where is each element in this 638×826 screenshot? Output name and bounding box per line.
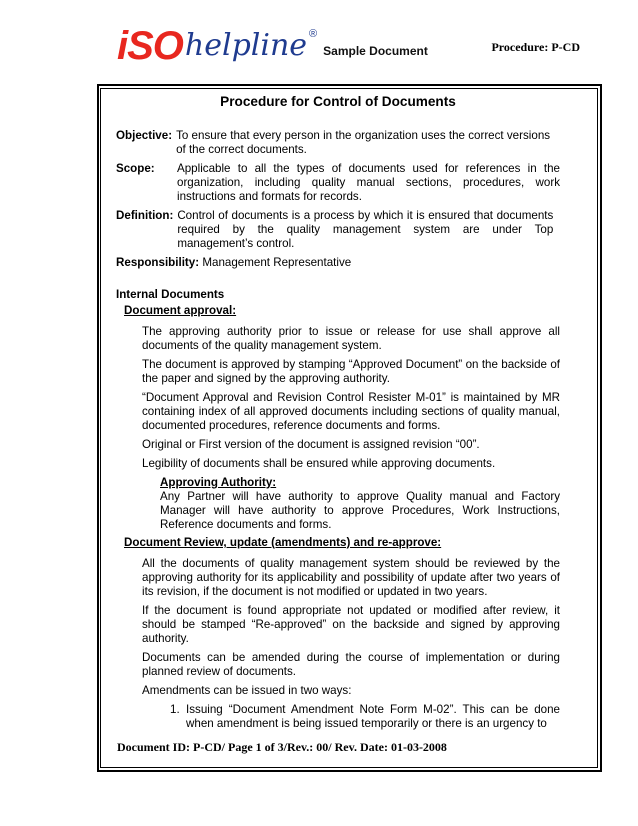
scope-text: Applicable to all the types of documents used for references in the organization, including quality manual sections, procedures, work instructions and formats for records. [177, 162, 560, 203]
approval-paragraph: The document is approved by stamping “Approved Document” on the backside of the paper and signed by the approving authority. [142, 358, 560, 385]
isohelpline-logo [117, 24, 428, 74]
approving-authority-text: Any Partner will have authority to approve Quality manual and Factory Manager will have authority to approve Procedures, Work Instructions, Reference documents and forms. [160, 490, 560, 531]
document-approval-heading: Document approval: [124, 304, 237, 317]
responsibility-row [116, 256, 560, 270]
definition-text: Control of documents is a process by which it is ensured that documents required by the quality management system are under Top management’s control. [177, 209, 554, 250]
objective-text: To ensure that every person in the organization uses the correct versions of the correct documents. [176, 129, 551, 156]
review-paragraph: Documents can be amended during the course of implementation or during planned review of documents. [142, 651, 560, 678]
definition-label: Definition: [116, 209, 174, 222]
document-title: Procedure for Control of Documents [220, 94, 456, 109]
procedure-code: Procedure: P-CD [491, 40, 580, 54]
logo-tagline: Sample Document [323, 44, 428, 58]
document-review-heading: Document Review, update (amendments) and re-approve: [124, 536, 442, 549]
approving-authority-heading: Approving Authority: [160, 476, 277, 489]
review-paragraph: If the document is found appropriate not updated or modified after review, it should be stamped “Re-approved” on the backside and signed by approving authority. [142, 604, 560, 645]
objective-label: Objective: [116, 129, 173, 142]
scope-row [116, 162, 560, 204]
definition-row [116, 209, 560, 251]
scope-label: Scope: [116, 162, 155, 175]
approval-paragraph: “Document Approval and Revision Control Resister M-01” is maintained by MR containing index of all approved documents including sections of quality manual, documented procedures, reference documents and forms. [142, 391, 560, 432]
logo-helpline-text: helpline [184, 28, 308, 63]
list-item-number: 1. [170, 703, 180, 716]
approval-paragraph: Legibility of documents shall be ensured while approving documents. [142, 457, 496, 470]
page-header [0, 0, 638, 80]
review-paragraph: All the documents of quality management system should be reviewed by the approving authority for its applicability and possibility of update after two years of its revision, if the document is not modified or updated in two years. [142, 557, 560, 598]
objective-row [116, 129, 560, 157]
amendment-ways-list [170, 703, 560, 731]
responsibility-label: Responsibility: [116, 256, 200, 269]
review-paragraph: Amendments can be issued in two ways: [142, 684, 352, 697]
logo-iso-text: iSO [117, 24, 183, 68]
approving-authority-block [160, 476, 560, 532]
approval-paragraph: Original or First version of the document is assigned revision “00”. [142, 438, 480, 451]
approval-paragraph: The approving authority prior to issue or release for use shall approve all documents of the quality management system. [142, 325, 560, 352]
document-body [116, 95, 560, 731]
responsibility-text: Management Representative [202, 256, 352, 269]
definition-list [116, 129, 560, 270]
registered-mark: ® [309, 28, 318, 40]
list-item-text: Issuing “Document Amendment Note Form M-02”. This can be done when amendment is being issued temporarily or there is an urgency to [186, 703, 560, 730]
internal-documents-heading: Internal Documents [116, 288, 225, 301]
list-item [170, 703, 560, 731]
document-id-footer: Document ID: P-CD/ Page 1 of 3/Rev.: 00/ Rev. Date: 01-03-2008 [117, 740, 447, 754]
